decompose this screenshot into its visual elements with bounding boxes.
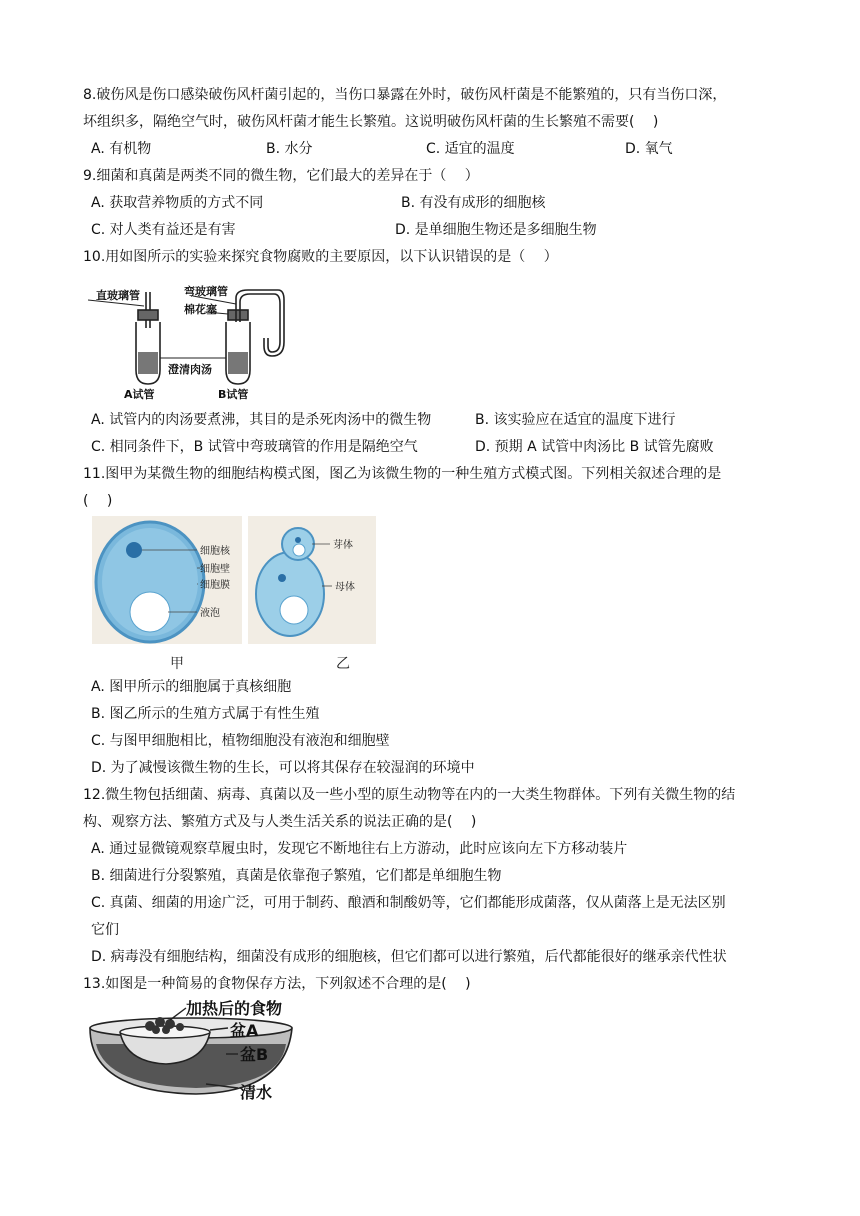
question-11-stem-line1: 11.图甲为某微生物的细胞结构模式图，图乙为该微生物的一种生殖方式模式图。下列相关叙述合理的是: [83, 466, 722, 482]
broth-b-icon: [228, 352, 248, 374]
bent-glass-tube-icon: [236, 290, 284, 356]
question-9-option-a[interactable]: A. 获取营养物质的方式不同: [91, 195, 264, 211]
caption-jia: 甲: [170, 656, 184, 672]
cotton-plug-b-icon: [228, 310, 248, 320]
cotton-plug-a-icon: [138, 310, 158, 320]
label-heated-food: 加热后的食物: [186, 999, 283, 1018]
question-12-option-d[interactable]: D. 病毒没有细胞结构，细菌没有成形的细胞核，但它们都可以进行繁殖，后代都能很好的继承亲代性状: [91, 949, 727, 965]
label-vacuole: 液泡: [200, 608, 220, 619]
question-12-option-c-continued: 它们: [91, 922, 119, 938]
label-bud: 芽体: [333, 540, 353, 551]
question-10-option-c[interactable]: C. 相同条件下，B 试管中弯玻璃管的作用是隔绝空气: [91, 439, 418, 455]
question-8-option-d[interactable]: D. 氧气: [625, 141, 673, 157]
question-9-option-d[interactable]: D. 是单细胞生物还是多细胞生物: [395, 222, 597, 238]
question-9-option-c[interactable]: C. 对人类有益还是有害: [91, 222, 236, 238]
question-11-option-a[interactable]: A. 图甲所示的细胞属于真核细胞: [91, 679, 292, 695]
caption-yi: 乙: [336, 656, 350, 672]
question-8-option-a[interactable]: A. 有机物: [91, 141, 152, 157]
broth-a-icon: [138, 352, 158, 374]
question-12-stem-line1: 12.微生物包括细菌、病毒、真菌以及一些小型的原生动物等在内的一大类生物群体。下列有关微生物的结: [83, 787, 736, 803]
label-broth: 澄清肉汤: [168, 363, 212, 376]
question-9-option-b[interactable]: B. 有没有成形的细胞核: [401, 195, 546, 211]
label-tube-a: A试管: [124, 388, 155, 401]
label-tube-b: B试管: [218, 388, 249, 401]
question-10-option-a[interactable]: A. 试管内的肉汤要煮沸，其目的是杀死肉汤中的微生物: [91, 412, 432, 428]
question-11-option-d[interactable]: D. 为了减慢该微生物的生长，可以将其保存在较湿润的环境中: [91, 760, 475, 776]
question-13-stem: 13.如图是一种简易的食物保存方法，下列叙述不合理的是( ): [83, 976, 471, 992]
question-11-option-c[interactable]: C. 与图甲细胞相比，植物细胞没有液泡和细胞壁: [91, 733, 390, 749]
label-nucleus: 细胞核: [200, 546, 230, 557]
question-8-option-c[interactable]: C. 适宜的温度: [426, 141, 515, 157]
yeast-cell-figure: [92, 516, 376, 674]
question-11-option-b[interactable]: B. 图乙所示的生殖方式属于有性生殖: [91, 706, 320, 722]
question-10-option-b[interactable]: B. 该实验应在适宜的温度下进行: [475, 412, 676, 428]
question-12-option-a[interactable]: A. 通过显微镜观察草履虫时，发现它不断地往右上方游动，此时应该向左下方移动装片: [91, 841, 628, 857]
question-11-stem-line2: ( ): [83, 493, 113, 509]
vacuole-icon: [130, 592, 170, 632]
question-8-stem-line1: 8.破伤风是伤口感染破伤风杆菌引起的，当伤口暴露在外时，破伤风杆菌是不能繁殖的，只有当伤口深，: [83, 87, 727, 103]
question-8-option-b[interactable]: B. 水分: [266, 141, 313, 157]
label-straight-tube: 直玻璃管: [96, 289, 140, 302]
question-10-option-d[interactable]: D. 预期 A 试管中肉汤比 B 试管先腐败: [475, 439, 714, 455]
label-basin-b: 盆B: [240, 1045, 269, 1064]
label-cell-wall: 细胞壁: [200, 564, 230, 575]
test-tube-experiment-figure: [88, 282, 308, 402]
food-preservation-figure: [86, 996, 306, 1108]
question-12-option-c[interactable]: C. 真菌、细菌的用途广泛，可用于制药、酿酒和制酸奶等，它们都能形成菌落，仅从菌落上是无法区别: [91, 895, 726, 911]
question-12-option-b[interactable]: B. 细菌进行分裂繁殖，真菌是依靠孢子繁殖，它们都是单细胞生物: [91, 868, 502, 884]
question-12-stem-line2: 构、观察方法、繁殖方式及与人类生活关系的说法正确的是( ): [83, 814, 477, 830]
nucleus-icon: [126, 542, 142, 558]
label-basin-a: 盆A: [230, 1021, 259, 1040]
question-10-stem: 10.用如图所示的实验来探究食物腐败的主要原因，以下认识错误的是（ ）: [83, 249, 558, 265]
question-9-stem: 9.细菌和真菌是两类不同的微生物，它们最大的差异在于（ ）: [83, 168, 479, 184]
label-mother-cell: 母体: [335, 582, 355, 593]
label-bent-tube: 弯玻璃管: [184, 285, 228, 298]
label-cotton-plug: 棉花塞: [184, 303, 217, 316]
label-clear-water: 清水: [240, 1083, 273, 1102]
label-cell-membrane: 细胞膜: [200, 580, 230, 591]
question-8-stem-line2: 坏组织多，隔绝空气时，破伤风杆菌才能生长繁殖。这说明破伤风杆菌的生长繁殖不需要( ): [83, 114, 659, 130]
